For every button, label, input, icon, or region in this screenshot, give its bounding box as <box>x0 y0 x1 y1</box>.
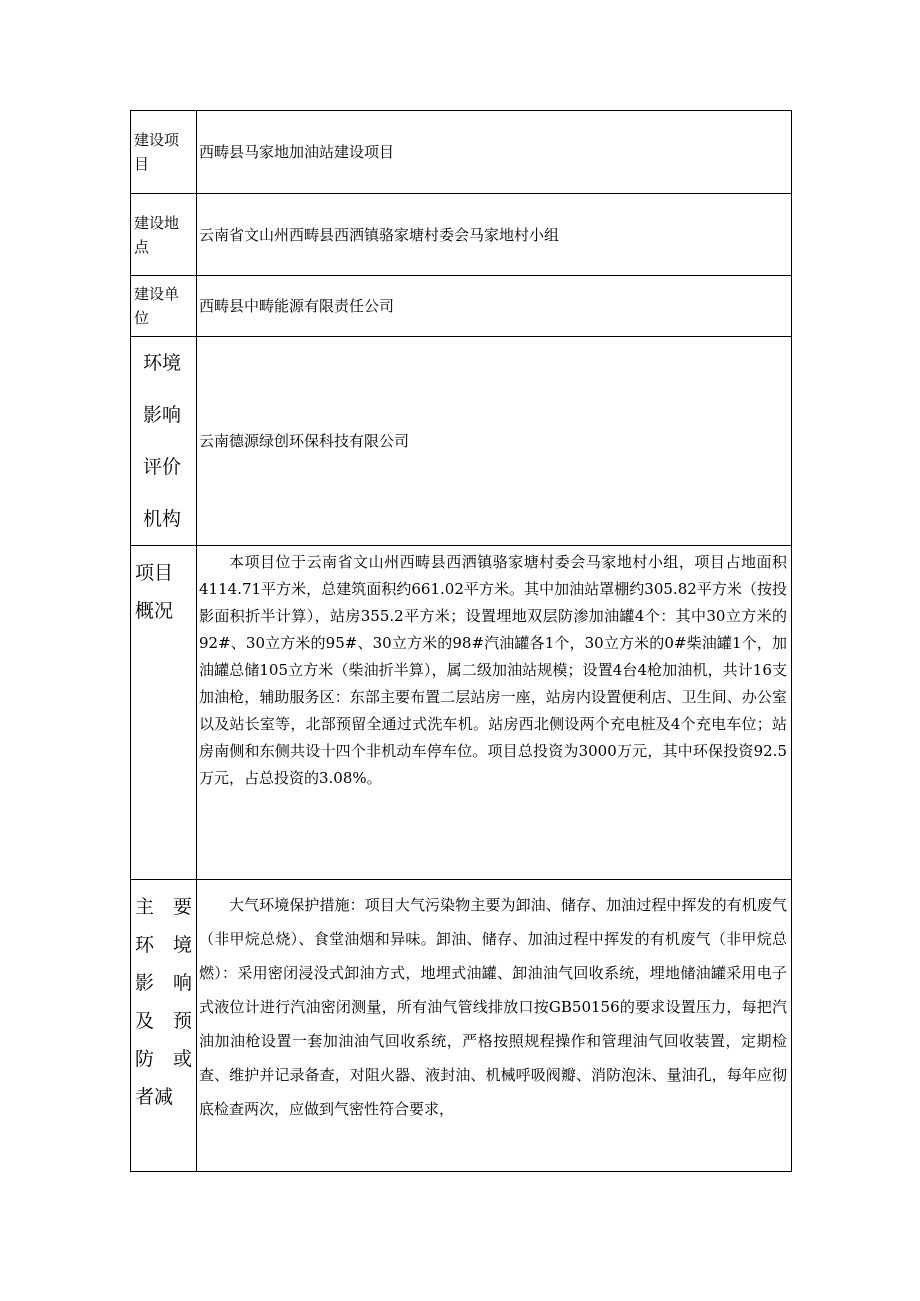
overview-paragraph: 本项目位于云南省文山州西畴县西洒镇骆家塘村委会马家地村小组，项目占地面积4114.71平方米，总建筑面积约661.02平方米。其中加油站罩棚约305.82平方米（按投影面积折半计算），站房355.2平方米；设置埋地双层防渗加油罐4个：其中30立方米的92#、30立方米的95#、30立方米的98#汽油罐各1个，30立方米的0#柴油罐1个，加油罐总储105立方米（柴油折半算），属二级加油站规模；设置4台4枪加油机，共计16支加油枪，辅助服务区：东部主要布置二层站房一座，站房内设置便利店、卫生间、办公室以及站长室等，北部预留全通过式洗车机。站房西北侧设两个充电桩及4个充电车位；站房南侧和东侧共设十四个非机动车停车位。项目总投资为3000万元，其中环保投资92.5万元，占总投资的3.08%。 <box>199 553 787 787</box>
label-eia-org <box>131 337 197 546</box>
label-line: 环境 <box>143 352 182 374</box>
row-overview <box>131 546 792 880</box>
label-measures <box>131 880 197 1172</box>
value-eia-org: 云南德源绿创环保科技有限公司 <box>197 337 792 546</box>
measures-paragraph: 大气环境保护措施：项目大气污染物主要为卸油、储存、加油过程中挥发的有机废气（非甲烷总烧）、食堂油烟和异味。卸油、储存、加油过程中挥发的有机废气（非甲烷总燃）：采用密闭浸没式卸油方式，地埋式油罐、卸油油气回收系统，埋地储油罐采用电子式液位计进行汽油密闭测量，所有油气管线排放口按GB50156的要求设置压力，每把汽油加油枪设置一套加油油气回收系统，严格按照规程操作和管理油气回收装置，定期检查、维护并记录备查，对阻火器、液封油、机械呼吸阀瓣、消防泡沫、量油孔，每年应彻底检查两次，应做到气密性符合要求， <box>199 896 787 1118</box>
row-location <box>131 194 792 276</box>
value-project-name: 西畴县马家地加油站建设项目 <box>197 111 792 194</box>
label-overview <box>131 546 197 880</box>
label-line: 及 预 <box>135 1010 192 1032</box>
label-line: 影响 <box>143 404 182 426</box>
label-line: 评价 <box>143 456 182 478</box>
label-line: 防 或 <box>135 1048 192 1070</box>
value-location: 云南省文山州西畴县西洒镇骆家塘村委会马家地村小组 <box>197 194 792 276</box>
value-builder: 西畴县中畴能源有限责任公司 <box>197 276 792 337</box>
row-project-name <box>131 111 792 194</box>
label-line: 影 响 <box>135 972 192 994</box>
label-line: 者减 <box>135 1086 174 1108</box>
label-line: 项目 <box>135 562 174 584</box>
label-line: 环 境 <box>135 934 192 956</box>
row-builder <box>131 276 792 337</box>
label-line: 机构 <box>143 508 182 530</box>
project-info-table <box>130 110 792 1172</box>
label-builder: 建设单位 <box>131 276 197 337</box>
label-location: 建设地点 <box>131 194 197 276</box>
label-project-name: 建设项目 <box>131 111 197 194</box>
value-measures <box>197 880 792 1172</box>
label-line: 主 要 <box>135 896 192 918</box>
row-eia-org <box>131 337 792 546</box>
row-measures <box>131 880 792 1172</box>
value-overview <box>197 546 792 880</box>
label-line: 概况 <box>135 600 174 622</box>
